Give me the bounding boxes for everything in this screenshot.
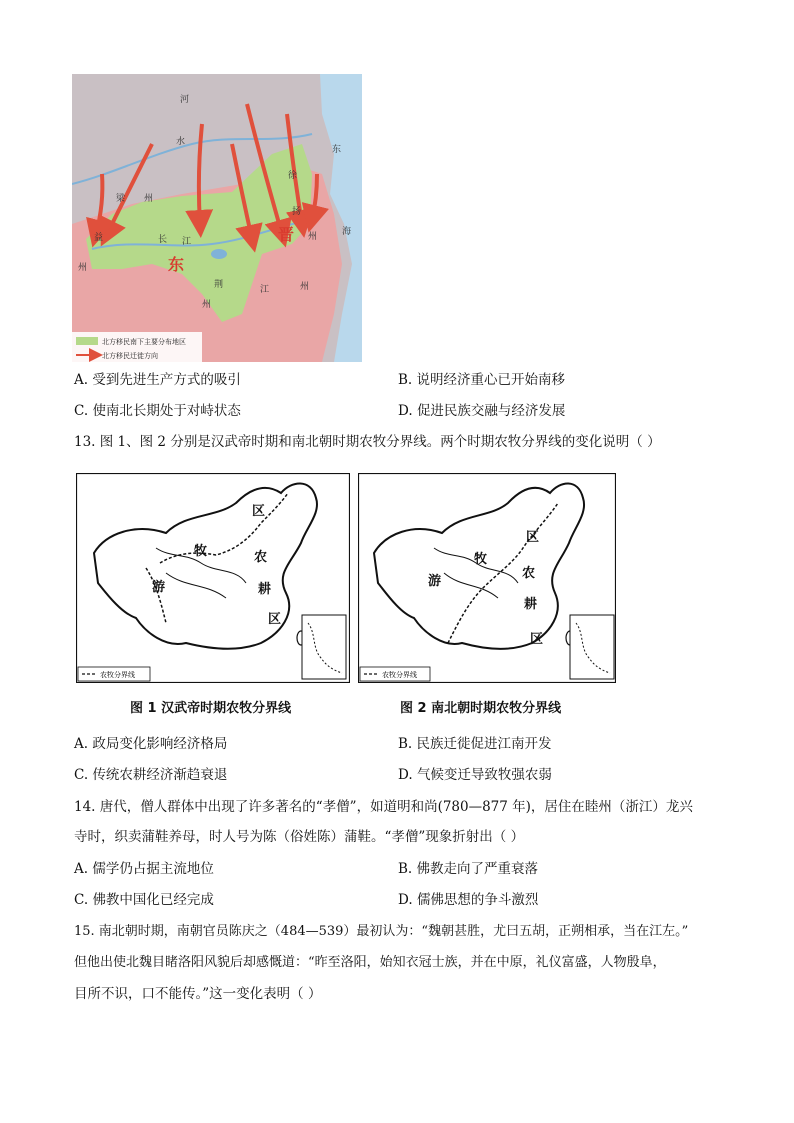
map-label: 农 [254, 550, 268, 565]
option-key: B. [398, 372, 413, 388]
option-text: 政局变化影响经济格局 [92, 736, 228, 752]
lake [211, 249, 227, 259]
option-key: A. [74, 372, 89, 388]
option-key: A. [74, 736, 89, 752]
place-label: 益 [94, 233, 104, 243]
place-label: 江 [260, 285, 270, 295]
figure-1-caption: 图 1 汉武帝时期农牧分界线 [130, 701, 292, 716]
option-text: 气候变迁导致牧强农弱 [416, 767, 552, 783]
option-text: 使南北长期处于对峙状态 [92, 403, 241, 419]
place-label: 徐 [288, 171, 298, 181]
place-label: 水 [176, 137, 186, 147]
place-label: 长 [158, 235, 168, 245]
option-text: 民族迁徙促进江南开发 [416, 736, 552, 752]
figure-1-map [76, 473, 350, 683]
place-label: 海 [342, 227, 352, 237]
migration-map-svg [72, 74, 362, 362]
q13-option-d[interactable] [398, 765, 552, 785]
migration-map [72, 74, 362, 362]
legend-label: 农牧分界线 [100, 671, 135, 679]
q12-option-d[interactable] [398, 401, 565, 421]
legend-label-arrow: 北方移民迁徙方向 [102, 352, 158, 360]
place-label: 州 [300, 282, 310, 292]
map-label: 游 [428, 574, 442, 589]
option-text: 受到先进生产方式的吸引 [92, 372, 241, 388]
map-label: 耕 [258, 582, 272, 597]
place-label: 扬 [292, 207, 302, 217]
q14-option-a[interactable] [74, 859, 214, 879]
map-label: 区 [526, 530, 540, 545]
place-label: 梁 [116, 194, 126, 204]
option-text: 儒学仍占据主流地位 [92, 861, 214, 877]
q13-stem: 13. 图 1、图 2 分别是汉武帝时期和南北朝时期农牧分界线。两个时期农牧分界线的变化说明（ ） [74, 434, 661, 450]
map-label: 游 [152, 580, 166, 595]
q14-option-d[interactable] [398, 890, 538, 910]
q15-stem-line-1: 15. 南北朝时期，南朝官员陈庆之（484—539）最初认为：“魏朝甚胜，尤曰五胡，正朔相承，当在江左。” [74, 924, 689, 939]
q15-stem-line-2: 但他出使北魏目睹洛阳风貌后却感慨道：“昨至洛阳，始知衣冠士族，并在中原，礼仪富盛，人物殷阜， [74, 955, 666, 970]
option-text: 促进民族交融与经济发展 [416, 403, 566, 419]
figure-2-caption: 图 2 南北朝时期农牧分界线 [400, 701, 562, 716]
place-label: 州 [78, 263, 88, 273]
option-key: A. [74, 861, 89, 877]
q13-option-c[interactable] [74, 765, 227, 785]
map-label: 牧 [194, 544, 208, 559]
option-text: 说明经济重心已开始南移 [416, 372, 566, 388]
option-key: D. [398, 403, 413, 419]
label-jin: 晋 [278, 225, 295, 244]
q12-option-a[interactable] [74, 370, 241, 390]
option-key: C. [74, 403, 89, 419]
option-key: D. [398, 767, 413, 783]
option-key: C. [74, 892, 89, 908]
legend-swatch-area [76, 337, 98, 345]
option-text: 传统农耕经济渐趋衰退 [92, 767, 228, 783]
option-key: B. [398, 736, 413, 752]
map-label: 牧 [474, 552, 488, 567]
place-label: 州 [144, 194, 154, 204]
option-text: 儒佛思想的争斗激烈 [416, 892, 539, 908]
q14-stem-line-1: 14. 唐代，僧人群体中出现了许多著名的“孝僧”，如道明和尚(780—877 年)，居住在睦州（浙江）龙兴 [74, 799, 693, 815]
q13-option-b[interactable] [398, 734, 552, 754]
place-label: 江 [182, 237, 192, 247]
option-key: C. [74, 767, 89, 783]
option-text: 佛教走向了严重衰落 [416, 861, 539, 877]
q14-stem-line-2: 寺时，织卖蒲鞋养母，时人号为陈（俗姓陈）蒲鞋。“孝僧”现象折射出（ ） [74, 829, 525, 845]
place-label: 州 [202, 300, 212, 310]
option-text: 佛教中国化已经完成 [92, 892, 214, 908]
q14-option-c[interactable] [74, 890, 214, 910]
option-key: D. [398, 892, 413, 908]
q14-option-b[interactable] [398, 859, 538, 879]
place-label: 河 [180, 95, 190, 105]
map-label: 农 [522, 566, 536, 581]
place-label: 州 [308, 232, 318, 242]
figure-2-map [358, 473, 616, 683]
map-label: 区 [268, 612, 282, 627]
legend-label: 农牧分界线 [382, 671, 417, 679]
map-label: 区 [530, 632, 544, 647]
option-key: B. [398, 861, 413, 877]
label-dong: 东 [168, 255, 185, 274]
place-label: 东 [332, 145, 342, 155]
q13-option-a[interactable] [74, 734, 227, 754]
map-label: 耕 [524, 597, 538, 612]
figure-2-svg [358, 473, 616, 683]
place-label: 荆 [214, 280, 224, 290]
q12-option-c[interactable] [74, 401, 241, 421]
figure-1-svg [76, 473, 350, 683]
map-label: 区 [252, 504, 266, 519]
legend-label-area: 北方移民南下主要分布地区 [102, 338, 186, 346]
q15-stem-line-3: 目所不识，口不能传。”这一变化表明（ ） [74, 986, 322, 1002]
q12-option-b[interactable] [398, 370, 565, 390]
